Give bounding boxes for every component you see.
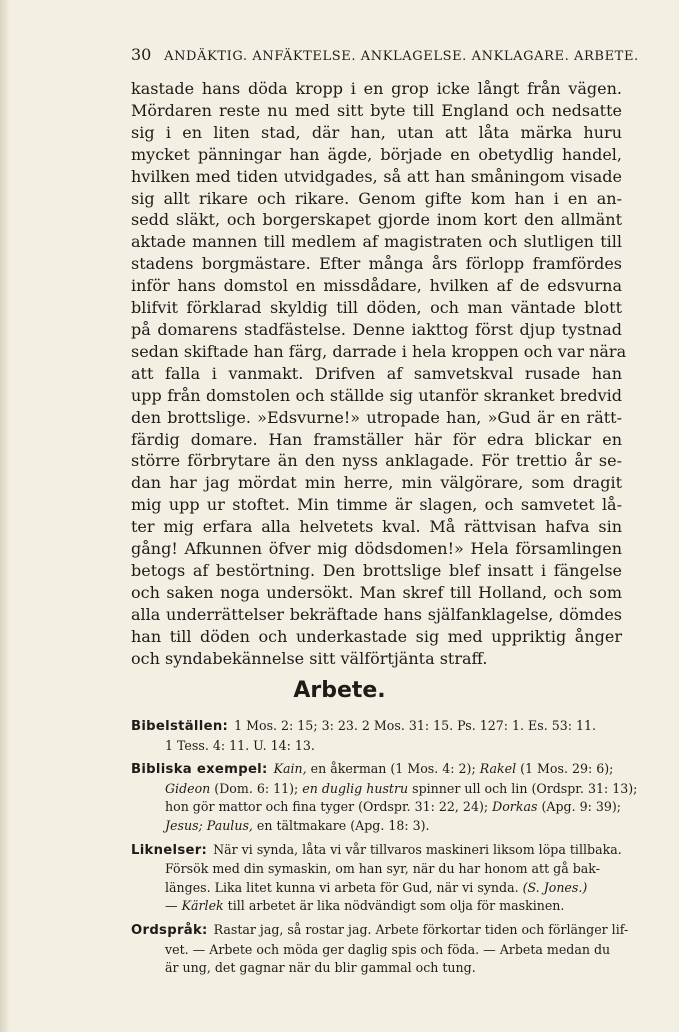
text-line: stadens borgmästare. Efter många års förlopp framfördes — [131, 254, 622, 274]
entry-text: (Apg. 9: 39); — [537, 799, 622, 815]
entry-line — [131, 717, 625, 737]
text-line: gång! Afkunnen öfver mig dödsdomen!» Hela församlingen — [131, 539, 622, 559]
text-line: sig allt rikare och rikare. Genom gifte kom han i en an- — [131, 188, 622, 208]
entry-text: 1 Mos. 2: 15; 3: 23. 2 Mos. 31: 15. Ps. 127: 1. Es. 53: 11. — [234, 718, 596, 733]
text-line: mycket pänningar han ägde, började en obetydlig handel, — [131, 144, 622, 164]
running-header — [131, 45, 639, 64]
entry-line — [131, 780, 638, 799]
entry-text: en tältmakare (Apg. 18: 3). — [252, 817, 430, 833]
entry-line — [131, 798, 625, 817]
text-line: ter mig erfara alla helvetets kval. Må rättvisan hafva sin — [131, 517, 622, 537]
section-entries — [131, 717, 638, 983]
entry-liknelser — [131, 841, 625, 916]
entry-line: Försök med din symaskin, om han syr, när du har honom att gå bak- — [165, 861, 600, 877]
entry-line: är ung, det gagnar när du blir gammal och tung. — [165, 960, 476, 976]
entry-text: spinner ull och lin (Ordspr. 31: 13); — [408, 780, 638, 796]
entry-text: Rastar jag, så rostar jag. Arbete förkortar tiden och förlänger lif- — [213, 921, 629, 937]
running-title: ANDÄKTIG. ANFÄKTELSE. ANKLAGELSE. ANKLAGARE. ARBETE. — [164, 49, 639, 64]
entry-text-italic: Dorkas — [492, 799, 538, 815]
text-line: kastade hans döda kropp i en grop icke långt från vägen. — [131, 79, 622, 98]
text-line: alla underrättelser bekräftade hans själfanklagelse, dömdes — [131, 604, 622, 624]
text-line: den brottslige. »Edsvurne!» utropade han, »Gud är en rätt- — [131, 407, 622, 427]
page-edge-shadow — [0, 0, 10, 1032]
text-line: och saken noga undersökt. Man skref till Holland, och som — [131, 582, 622, 602]
entry-text-italic: Jesus; Paulus, — [165, 817, 253, 833]
text-line: större förbrytare än den nyss anklagade. För trettio år se- — [131, 451, 622, 471]
entry-text-italic: en duglig hustru — [302, 780, 409, 796]
entry-text: en åkerman (1 Mos. 4: 2); — [306, 761, 480, 777]
entry-label: Bibliska exempel: — [131, 762, 268, 778]
entry-text-italic: Kain, — [273, 761, 307, 777]
entry-line — [131, 817, 625, 836]
text-line: sig i en liten stad, där han, utan att låta märka huru — [131, 122, 622, 142]
page-number: 30 — [131, 45, 152, 64]
entry-text: länges. Lika litet kunna vi arbeta för Gud, när vi synda. — [165, 879, 523, 895]
entry-line — [131, 897, 625, 916]
entry-bibelstallen — [131, 717, 625, 755]
text-line: mig upp ur stoftet. Min timme är slagen, och samvetet lå- — [131, 495, 622, 515]
entry-line — [131, 760, 625, 780]
entry-text-italic: Kärlek — [181, 898, 224, 914]
entry-text: — — [165, 898, 182, 914]
text-line: sedan skiftade han färg, darrade i hela kroppen och var nära — [131, 341, 627, 361]
entry-line: vet. — Arbete och möda ger daglig spis och föda. — Arbeta medan du — [165, 941, 611, 957]
text-line: på domarens stadfästelse. Denne iakttog först djup tystnad — [131, 319, 622, 339]
text-line: aktade mannen till medlem af magistraten och slutligen till — [131, 232, 622, 252]
entry-line — [131, 921, 629, 941]
text-line: blifvit förklarad skyldig till döden, och man väntade blott — [131, 298, 622, 318]
story-paragraph — [131, 78, 627, 669]
entry-ordsprak — [131, 921, 629, 978]
entry-label: Ordspråk: — [131, 922, 208, 938]
text-line: han till döden och underkastade sig med uppriktig ånger — [131, 626, 622, 646]
text-line: Mördaren reste nu med sitt byte till England och nedsatte — [131, 100, 622, 120]
entry-label: Liknelser: — [131, 842, 208, 858]
entry-text: hon gör mattor och fina tyger (Ordspr. 31: 22, 24); — [165, 799, 493, 815]
entry-label: Bibelställen: — [131, 719, 229, 734]
section-heading: Arbete. — [293, 678, 386, 703]
entry-text: till arbetet är lika nödvändigt som olja för maskinen. — [223, 898, 565, 914]
text-line: sedd släkt, och borgerskapet gjorde inom kort den allmänt — [131, 210, 622, 230]
entry-line: 1 Tess. 4: 11. U. 14: 13. — [165, 737, 315, 753]
entry-text-italic: Rakel — [479, 761, 517, 777]
entry-text: När vi synda, låta vi vår tillvaros maskineri liksom löpa tillbaka. — [213, 841, 622, 857]
text-line: dan har jag mördat min herre, min välgörare, som dragit — [131, 473, 622, 493]
entry-line — [131, 841, 625, 861]
text-line: betogs af bestörtning. Den brottslige blef insatt i fängelse — [131, 560, 622, 580]
text-line: inför hans domstol en missdådare, hvilken af de edsvurna — [131, 276, 622, 296]
entry-text-italic: (S. Jones.) — [522, 879, 588, 895]
entry-text: (Dom. 6: 11); — [210, 780, 303, 796]
entry-text: (1 Mos. 29: 6); — [516, 761, 614, 777]
entry-line — [131, 879, 625, 898]
text-line: och syndabekännelse sitt välförtjänta straff. — [131, 648, 488, 668]
entry-text-italic: Gideon — [165, 780, 211, 796]
text-line: att falla i vanmakt. Drifven af samvetskval rusade han — [131, 363, 622, 383]
text-line: färdig domare. Han framställer här för edra blickar en — [131, 429, 622, 449]
text-line: hvilken med tiden utvidgades, så att han småningom visade — [131, 166, 622, 186]
entry-bibliska-exempel — [131, 760, 638, 835]
text-line: upp från domstolen och ställde sig utanför skranket bredvid — [131, 385, 622, 405]
